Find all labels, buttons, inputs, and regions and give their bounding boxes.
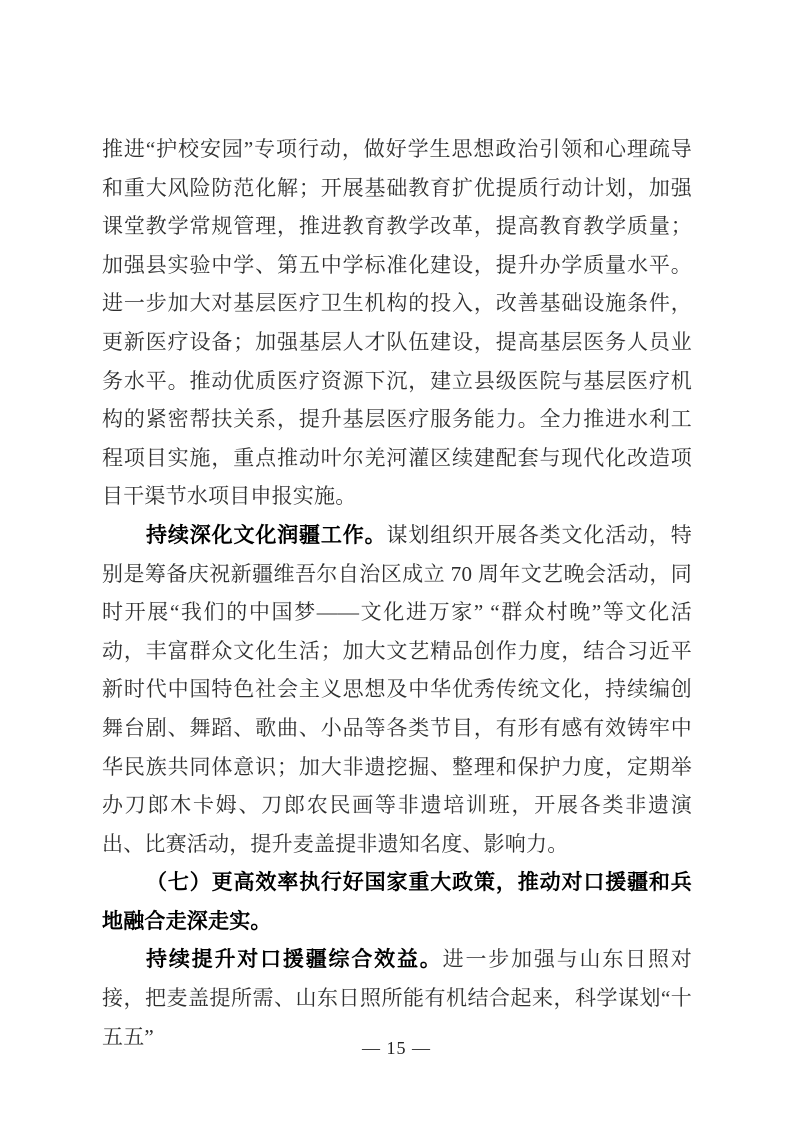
paragraph-text: 谋划组织开展各类文化活动，特别是筹备庆祝新疆维吾尔自治区成立 70 周年文艺晚会活动，同时开展“我们的中国梦——文化进万家” “群众村晚”等文化活动，丰富群众文化生活；加大文艺精品创作力度，结合习近平新时代中国特色社会主义思想及中华优秀传统文化，持续编创舞台剧、舞蹈、歌曲、小品等各类节目，有形有感有效铸牢中华民族共同体意识；加大非遗挖掘、整理和保护力度，定期举办刀郎木卡姆、刀郎农民画等非遗培训班，开展各类非遗演出、比赛活动，提升麦盖提非遗知名度、影响力。 bbox=[102, 522, 692, 856]
page-number bbox=[0, 1036, 793, 1060]
document-body bbox=[102, 130, 692, 1056]
paragraph-lead: 持续深化文化润疆工作。 bbox=[146, 522, 387, 547]
paragraph-education-medical-water bbox=[102, 130, 692, 516]
page-number-label: — 15 — bbox=[362, 1038, 431, 1058]
heading-text: （七）更高效率执行好国家重大政策，推动对口援疆和兵地融合走深走实。 bbox=[102, 870, 692, 933]
paragraph-text: 推进“护校安园”专项行动，做好学生思想政治引领和心理疏导和重大风险防范化解；开展基础教育扩优提质行动计划，加强课堂教学常规管理，推进教育教学改革，提高教育教学质量；加强县实验中学、第五中学标准化建设，提升办学质量水平。进一步加大对基层医疗卫生机构的投入，改善基础设施条件，更新医疗设备；加强基层人才队伍建设，提高基层医务人员业务水平。推动优质医疗资源下沉，建立县级医院与基层医疗机构的紧密帮扶关系，提升基层医疗服务能力。全力推进水利工程项目实施，重点推动叶尔羌河灌区续建配套与现代化改造项目干渠节水项目申报实施。 bbox=[102, 137, 692, 509]
section-heading-seven bbox=[102, 863, 692, 940]
paragraph-culture-runjiang bbox=[102, 516, 692, 863]
paragraph-text: 进一步加强与山东日照对接，把麦盖提所需、山东日照所能有机结合起来，科学谋划“十五五” bbox=[102, 947, 692, 1049]
paragraph-lead: 持续提升对口援疆综合效益。 bbox=[146, 947, 443, 972]
